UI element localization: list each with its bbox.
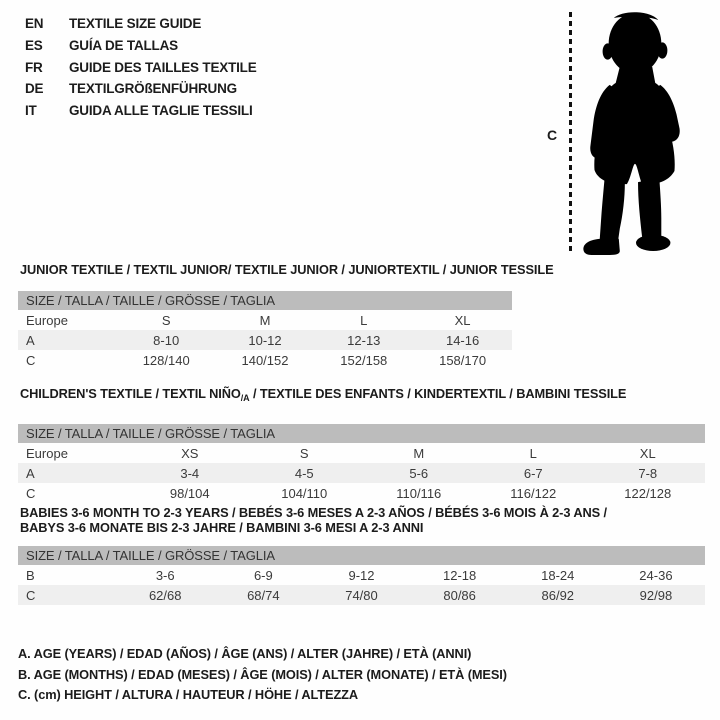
table-row xyxy=(18,310,512,330)
row-label: A xyxy=(26,465,35,481)
size-cell: 9-12 xyxy=(348,567,375,583)
size-header-cell: SIZE / TALLA / TAILLE / GRÖSSE / TAGLIA xyxy=(18,424,705,443)
size-header-cell: SIZE / TALLA / TAILLE / GRÖSSE / TAGLIA xyxy=(18,546,705,565)
language-code: EN xyxy=(25,16,44,31)
size-cell: 24-36 xyxy=(639,567,673,583)
language-code: DE xyxy=(25,81,44,97)
language-row-en xyxy=(25,13,257,35)
size-cell: 18-24 xyxy=(541,567,575,583)
height-measure-label: C xyxy=(547,127,558,143)
size-cell: 8-10 xyxy=(153,332,180,348)
section-babies-textile xyxy=(18,505,705,605)
legend-line-a: A. AGE (YEARS) / EDAD (AÑOS) / ÂGE (ANS) / ALTER (JAHRE) / ETÀ (ANNI) xyxy=(18,646,472,661)
size-cell: 80/86 xyxy=(443,587,476,603)
size-header-row xyxy=(18,546,705,565)
size-header-row xyxy=(18,291,512,310)
size-cell: S xyxy=(299,445,309,461)
size-cell: XL xyxy=(639,445,656,461)
language-row-de xyxy=(25,78,257,100)
language-row-es xyxy=(25,35,257,57)
title-part: / TEXTILE DES ENFANTS / KINDERTEXTIL / BAMBINI TESSILE xyxy=(249,386,627,401)
size-cell: 3-4 xyxy=(180,465,200,481)
toddler-silhouette-image xyxy=(579,10,693,256)
language-code: IT xyxy=(25,103,37,119)
size-cell: 122/128 xyxy=(624,485,672,501)
table-row xyxy=(18,330,512,350)
table-row xyxy=(18,565,705,585)
size-cell: 68/74 xyxy=(247,587,280,603)
size-cell: L xyxy=(529,445,537,461)
size-cell: 158/170 xyxy=(439,352,487,368)
size-cell: 6-7 xyxy=(523,465,543,481)
row-label: Europe xyxy=(26,312,68,328)
size-cell: 92/98 xyxy=(639,587,673,603)
size-cell: S xyxy=(161,312,171,328)
size-cell: 62/68 xyxy=(148,587,182,603)
section-childrens-textile xyxy=(18,386,705,503)
language-label: GUIDE DES TAILLES TEXTILE xyxy=(69,59,257,75)
legend-line-c: C. (cm) HEIGHT / ALTURA / HAUTEUR / HÖHE / ALTEZZA xyxy=(18,687,359,702)
table-row xyxy=(18,350,512,370)
size-cell: L xyxy=(360,312,368,328)
size-cell: 5-6 xyxy=(409,465,429,481)
size-cell: XL xyxy=(454,312,471,328)
size-cell: M xyxy=(413,445,425,461)
size-cell: 10-12 xyxy=(248,332,282,348)
size-cell: 3-6 xyxy=(155,567,175,583)
size-cell: 110/116 xyxy=(396,485,442,501)
table-row xyxy=(18,585,705,605)
title-part: CHILDREN'S TEXTILE / TEXTIL NIÑO xyxy=(20,386,241,401)
measurement-legend xyxy=(18,644,507,706)
size-header-cell: SIZE / TALLA / TAILLE / GRÖSSE / TAGLIA xyxy=(18,291,512,310)
size-cell: 7-8 xyxy=(638,465,658,481)
language-row-it xyxy=(25,100,257,122)
size-cell: 14-16 xyxy=(445,332,480,348)
language-list xyxy=(25,13,257,122)
junior-size-table xyxy=(18,291,512,370)
size-cell: XS xyxy=(181,445,199,461)
row-label: Europe xyxy=(26,445,68,461)
row-label: A xyxy=(26,332,35,348)
size-cell: 128/140 xyxy=(142,352,190,368)
row-label: C xyxy=(26,587,36,603)
language-label: GUIDA ALLE TAGLIE TESSILI xyxy=(69,103,253,119)
size-cell: 104/110 xyxy=(281,485,328,501)
row-label: C xyxy=(26,352,36,368)
section-junior-textile xyxy=(18,262,554,370)
size-cell: 12-13 xyxy=(347,332,381,348)
language-label: TEXTILGRÖßENFÜHRUNG xyxy=(69,81,237,97)
size-cell: 98/104 xyxy=(169,485,210,501)
section-title: JUNIOR TEXTILE / TEXTIL JUNIOR/ TEXTILE JUNIOR / JUNIORTEXTIL / JUNIOR TESSILE xyxy=(20,262,554,277)
table-row xyxy=(18,483,705,503)
size-header-row xyxy=(18,424,705,443)
figure-area xyxy=(543,8,703,256)
size-cell: 6-9 xyxy=(253,567,273,583)
size-cell: 12-18 xyxy=(443,567,477,583)
children-size-table xyxy=(18,424,705,503)
language-label: TEXTILE SIZE GUIDE xyxy=(69,16,202,31)
language-code: ES xyxy=(25,37,43,53)
title-subscript: /A xyxy=(240,393,250,403)
size-cell: 74/80 xyxy=(345,587,378,603)
section-title-line2: BABYS 3-6 MONATE BIS 2-3 JAHRE / BAMBINI 3-6 MESI A 2-3 ANNI xyxy=(20,520,424,535)
size-cell: 116/122 xyxy=(510,485,557,501)
babies-size-table xyxy=(18,546,705,605)
table-row xyxy=(18,443,705,463)
language-row-fr xyxy=(25,57,257,79)
section-title xyxy=(20,386,705,406)
size-cell: 4-5 xyxy=(294,465,314,481)
size-cell: 152/158 xyxy=(340,352,388,368)
size-cell: 86/92 xyxy=(541,587,575,603)
row-label: B xyxy=(26,567,35,583)
table-row xyxy=(18,463,705,483)
size-cell: M xyxy=(259,312,271,328)
height-measure-dashed-line xyxy=(569,12,572,252)
language-label: GUÍA DE TALLAS xyxy=(69,37,178,53)
legend-line-b: B. AGE (MONTHS) / EDAD (MESES) / ÂGE (MOIS) / ALTER (MONATE) / ETÀ (MESI) xyxy=(18,666,507,682)
section-title-line1: BABIES 3-6 MONTH TO 2-3 YEARS / BEBÉS 3-6 MESES A 2-3 AÑOS / BÉBÉS 3-6 MOIS À 2-3 ANS / xyxy=(20,505,607,520)
size-cell: 140/152 xyxy=(241,352,289,368)
row-label: C xyxy=(26,485,36,501)
language-code: FR xyxy=(25,59,43,75)
